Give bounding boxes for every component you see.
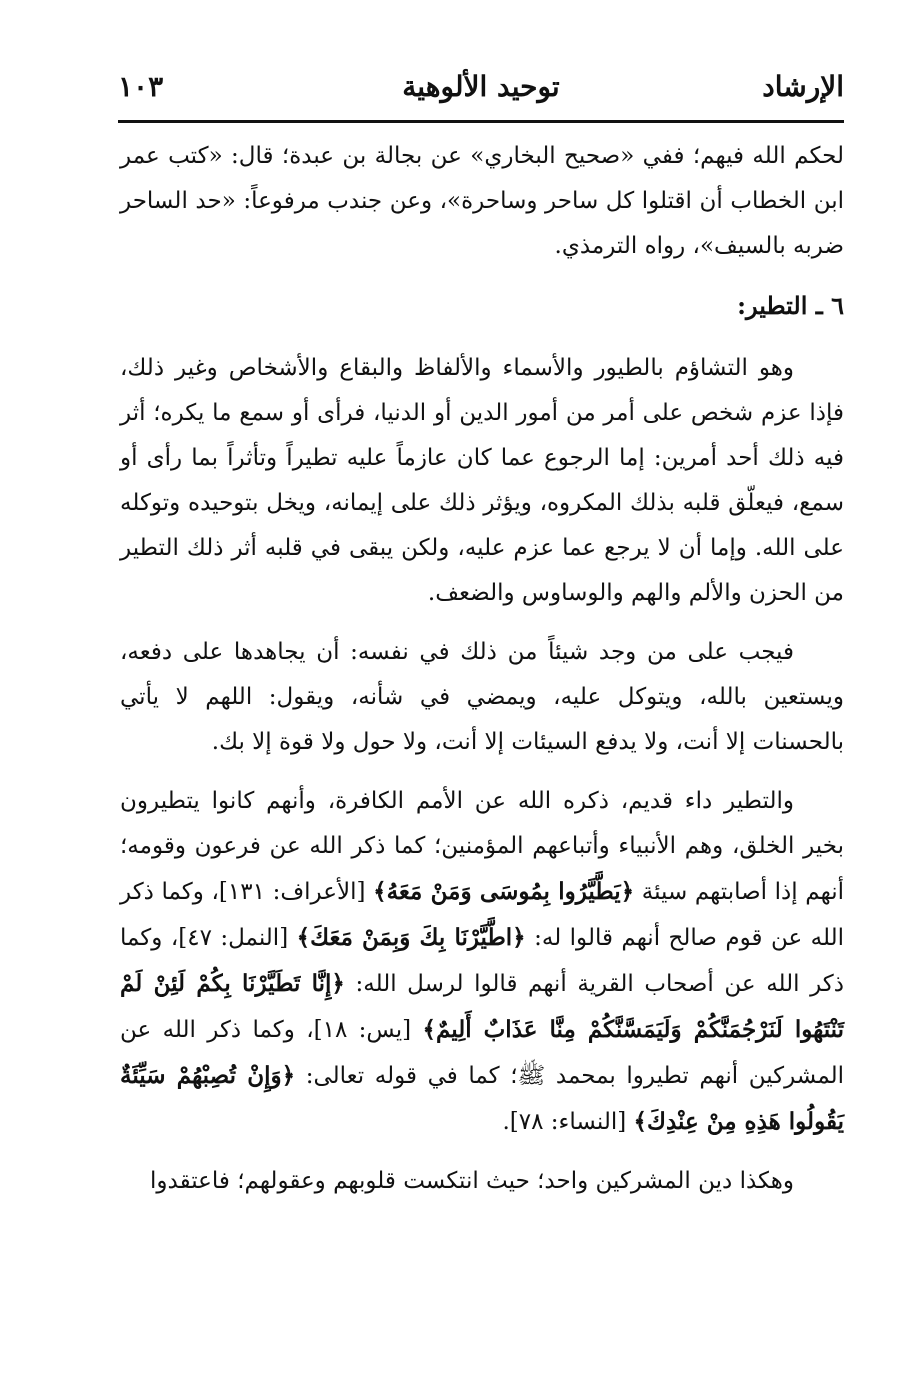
text-run: [النساء: ٧٨]. (502, 1109, 627, 1135)
page-body (120, 134, 844, 1218)
quran-quote: ﴿إِنَّا تَطَيَّرْنَا بِكُمْ لَئِنْ لَمْ تَنْتَهُوا لَنَرْجُمَنَّكُمْ وَلَيَمَسَّنَّكُمْ مِنَّا عَذَابٌ أَلِيمٌ﴾ (120, 970, 845, 1043)
paragraph-closing: وهكذا دين المشركين واحد؛ حيث انتكست قلوبهم وعقولهم؛ فاعتقدوا (150, 1168, 794, 1194)
quran-quote: ﴿يَطَّيَّرُوا بِمُوسَى وَمَنْ مَعَهُ﴾ (373, 878, 635, 905)
header-divider (118, 120, 844, 123)
text-run: [الأعراف: ١٣١]، وكما ذكر الله عن قوم صالح أنهم قالوا له: (120, 879, 844, 951)
paragraph-remedy: فيجب على من وجد شيئاً من ذلك في نفسه: أن يجاهدها على دفعه، ويستعين بالله، ويتوكل عليه، ويمضي في شأنه، ويقول: اللهم لا يأتي بالحسنات إلا أنت، ولا يدفع السيئات إلا أنت، ولا حول ولا قوة إلا بك. (120, 639, 844, 755)
quran-quote: ﴿اطَّيَّرْنَا بِكَ وَبِمَنْ مَعَكَ﴾ (296, 924, 526, 951)
section-heading: ٦ ـ التطير: (737, 291, 844, 320)
book-title: الإرشاد (762, 70, 844, 103)
text-run: [النمل: ٤٧]، وكما ذكر الله عن أصحاب القرية أنهم قالوا لرسل الله: (120, 925, 845, 997)
page-number: ١٠٣ (118, 70, 164, 103)
paragraph-continuation: لحكم الله فيهم؛ ففي «صحيح البخاري» عن بجالة بن عبدة؛ قال: «كتب عمر ابن الخطاب أن اقتلوا كل ساحر وساحرة»، وعن جندب مرفوعاً: «حد الساحر ضربه بالسيف»، رواه الترمذي. (120, 143, 844, 259)
chapter-title: توحيد الألوهية (402, 70, 560, 103)
text-run: والتطير داء قديم، ذكره الله عن الأمم الكافرة، وأنهم كانوا يتطيرون بخير الخلق، وهم الأنبياء وأتباعهم المؤمنين؛ كما ذكر الله عن فرعون وقومه؛ أنهم إذا أصابتهم سيئة (120, 788, 845, 905)
quran-quote: ﴿وَإِنْ تُصِبْهُمْ سَيِّئَةٌ يَقُولُوا هَذِهِ مِنْ عِنْدِكَ﴾ (120, 1062, 844, 1135)
paragraph-definition: وهو التشاؤم بالطيور والأسماء والألفاظ والبقاع والأشخاص وغير ذلك، فإذا عزم شخص على أمر من أمور الدين أو الدنيا، فرأى أو سمع ما يكره؛ أثر فيه ذلك أحد أمرين: إما الرجوع عما كان عازماً عليه تطيراً وتأثراً بما رأى أو سمع، فيعلّق قلبه بذلك المكروه، ويؤثر ذلك على إيمانه، ويخل بتوحيده وتوكله على الله. وإما أن لا يرجع عما عزم عليه، ولكن يبقى في قلبه أثر ذلك التطير من الحزن والألم والهم والوساوس والضعف. (120, 355, 844, 606)
page-header (118, 62, 844, 120)
text-run: [يس: ١٨]، وكما ذكر الله عن المشركين أنهم تطيروا بمحمد ﷺ؛ كما في قوله تعالى: (120, 1017, 845, 1089)
paragraph-history (120, 779, 844, 1145)
